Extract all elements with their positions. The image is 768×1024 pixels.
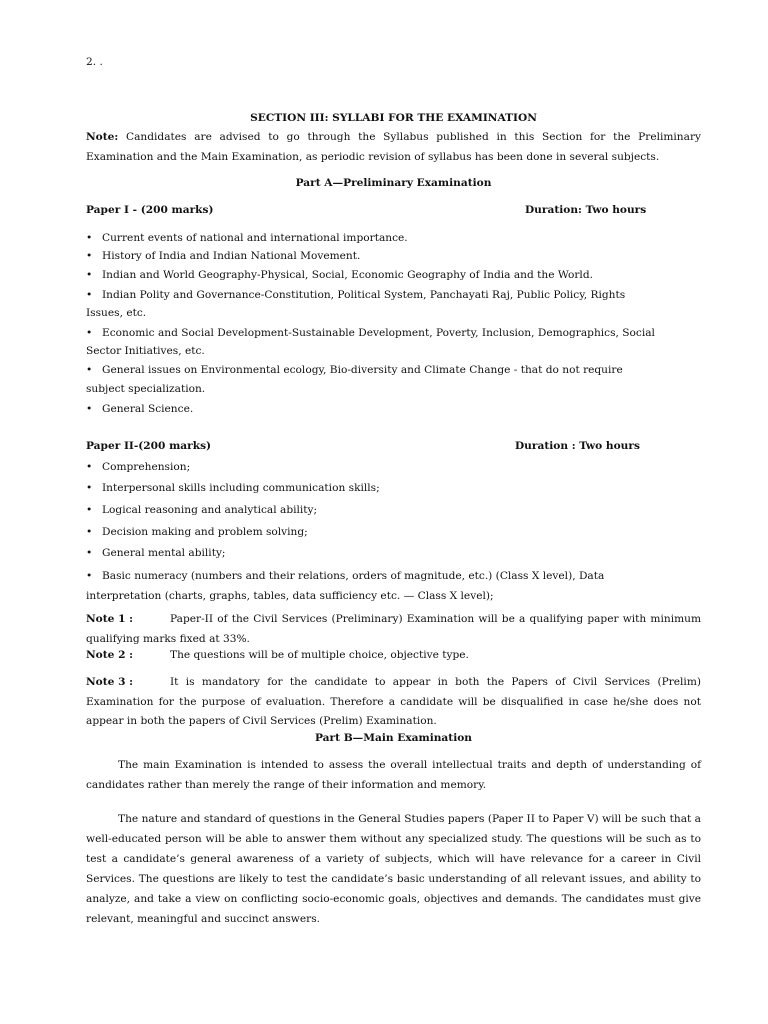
paper2-title: Paper II-(200 marks): [86, 440, 212, 452]
list-item: • Comprehension;: [86, 461, 191, 473]
list-item: • Indian Polity and Governance-Constitution, Political System, Panchayati Raj, Public Policy, Rights: [86, 289, 626, 301]
note-2: Note 2 : The questions will be of multiple choice, objective type.: [86, 649, 469, 661]
paper2-duration: Duration : Two hours: [515, 440, 640, 452]
list-item-continuation: Issues, etc.: [86, 307, 147, 319]
list-item: • General issues on Environmental ecology, Bio-diversity and Climate Change - that do not require: [86, 364, 623, 376]
note-1: Note 1 : Paper-II of the Civil Services (Preliminary) Examination will be a qualifying paper with minimum qualifying marks fixed at 33%.: [86, 613, 701, 645]
list-item-continuation: interpretation (charts, graphs, tables, data sufficiency etc. — Class X level);: [86, 590, 494, 602]
list-item: • Decision making and problem solving;: [86, 526, 308, 538]
list-item: • Economic and Social Development-Sustainable Development, Poverty, Inclusion, Demographics, Social: [86, 327, 655, 339]
list-item: • History of India and Indian National Movement.: [86, 250, 361, 262]
intro-note: [86, 128, 701, 167]
document-page: [86, 0, 701, 1024]
list-item: • Basic numeracy (numbers and their relations, orders of magnitude, etc.) (Class X level), Data: [86, 570, 605, 582]
list-item: • Interpersonal skills including communication skills;: [86, 482, 380, 494]
paper1-duration: Duration: Two hours: [525, 204, 647, 216]
list-item-continuation: Sector Initiatives, etc.: [86, 345, 205, 357]
main-paragraph: The nature and standard of questions in the General Studies papers (Paper II to Paper V) will be such that a well-educated person will be able to answer them without any specialized study. The questions will be such as to test a candidate’s general awareness of a variety of subjects, which will have relevance for a career in Civil Services. The questions are likely to test the candidate’s basic understanding of all relevant issues, and ability to analyze, and take a view on conflicting socio-economic goals, objectives and demands. The candidates must give relevant, meaningful and succinct answers.: [86, 813, 701, 925]
list-item: • Current events of national and international importance.: [86, 232, 408, 244]
list-item: • Logical reasoning and analytical ability;: [86, 504, 318, 516]
page-marker: 2. .: [86, 56, 103, 68]
list-item: • General Science.: [86, 403, 194, 415]
list-item: • Indian and World Geography-Physical, Social, Economic Geography of India and the World.: [86, 269, 593, 281]
intro-note-text: Candidates are advised to go through the Syllabus published in this Section for the Preliminary Examination and the Main Examination, as periodic revision of syllabus has been done in several subjects.: [86, 131, 701, 163]
list-item-continuation: subject specialization.: [86, 383, 206, 395]
intro-note-label: Note:: [86, 131, 119, 143]
part-a-title: Part A—Preliminary Examination: [295, 177, 492, 189]
list-item: • General mental ability;: [86, 547, 226, 559]
paper1-title: Paper I - (200 marks): [86, 204, 214, 216]
section-title: SECTION III: SYLLABI FOR THE EXAMINATION: [250, 112, 537, 124]
part-b-title: Part B—Main Examination: [314, 732, 472, 744]
note-3: Note 3 : It is mandatory for the candidate to appear in both the Papers of Civil Services (Prelim) Examination for the purpose of evaluation. Therefore a candidate will be disqualified in case he/she does not appear in both the papers of Civil Services (Prelim) Examination.: [86, 676, 701, 727]
main-paragraph: The main Examination is intended to assess the overall intellectual traits and depth of understanding of candidates rather than merely the range of their information and memory.: [86, 759, 701, 791]
